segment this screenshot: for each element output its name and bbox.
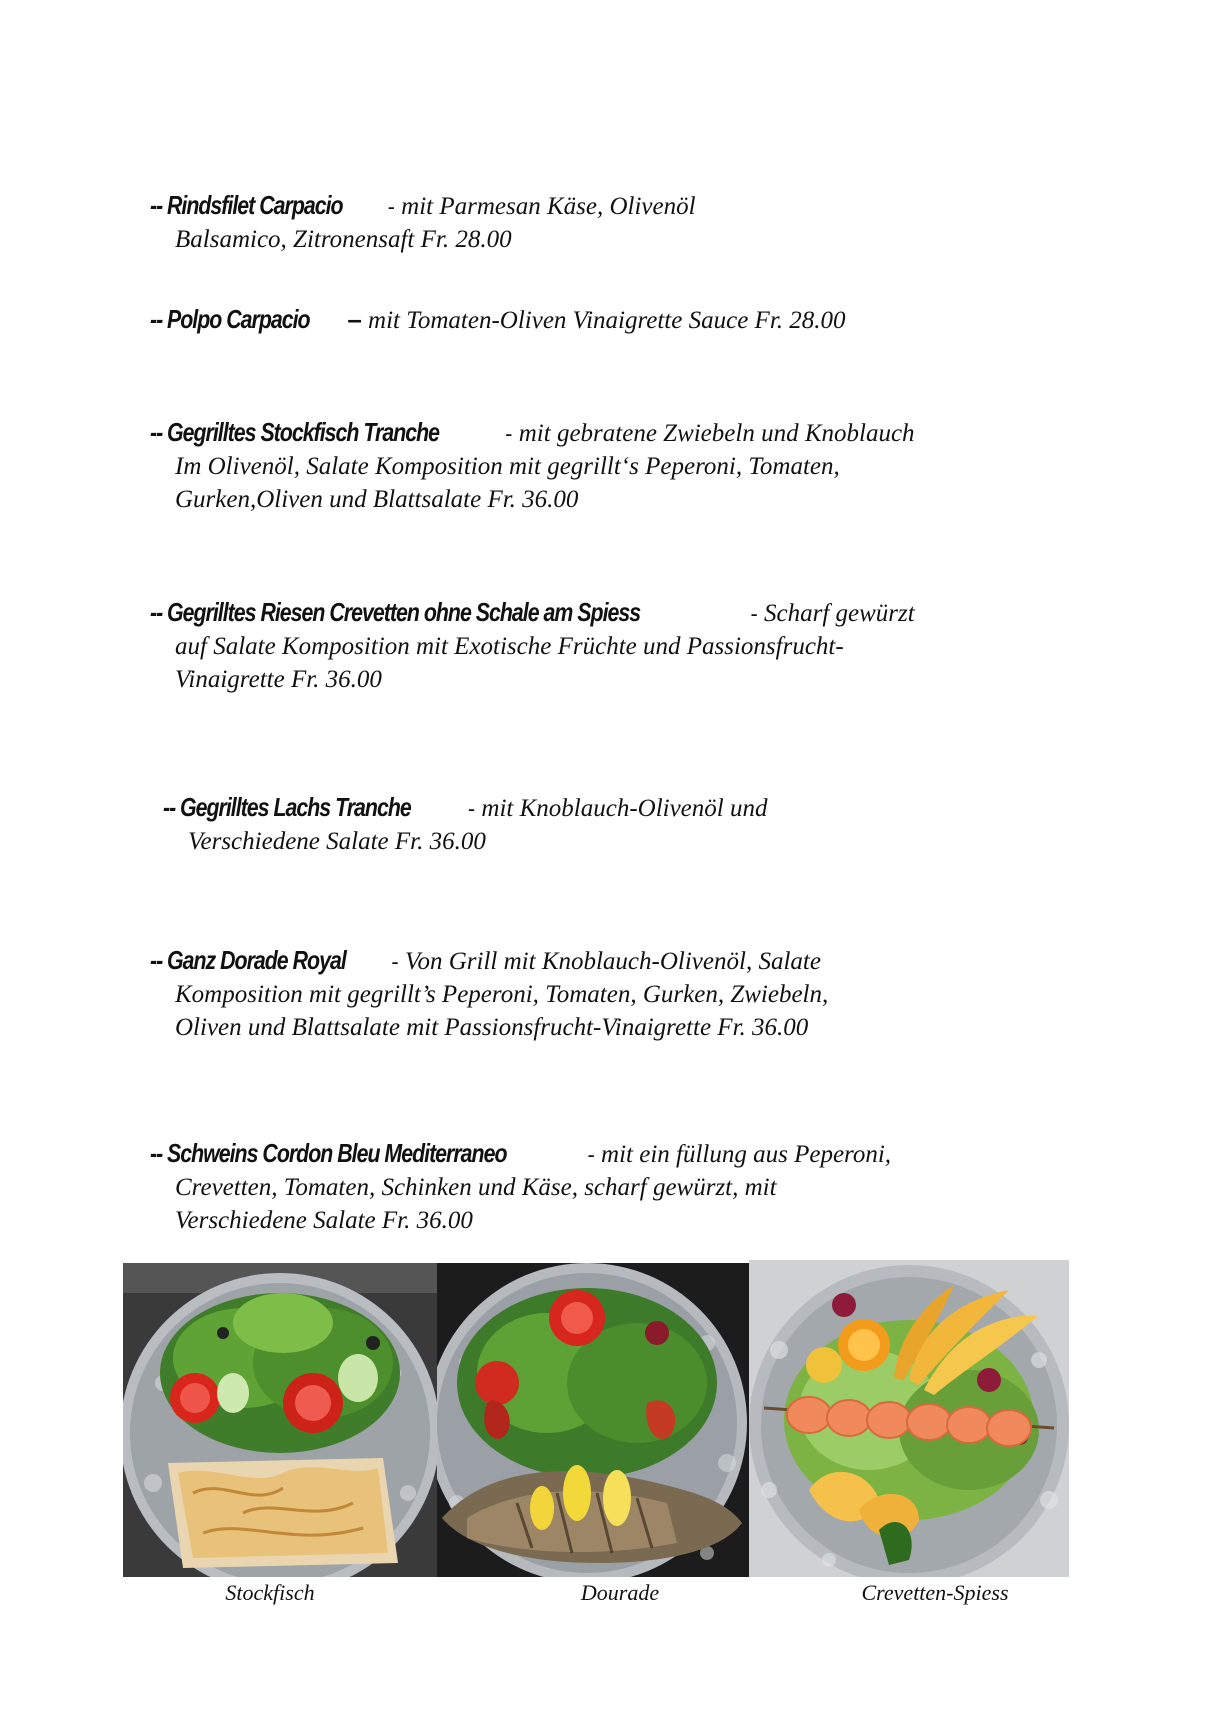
item-dash: -- <box>150 304 163 334</box>
item-separator: - <box>505 421 513 446</box>
item-description-line: Crevetten, Tomaten, Schinken und Käse, scharf gewürzt, mit <box>175 1174 777 1201</box>
menu-item-lachs-tranche <box>163 791 1063 858</box>
menu-item-polpo-carpacio <box>150 303 1050 337</box>
photo-dourade <box>437 1263 749 1577</box>
item-separator: - <box>391 949 399 974</box>
item-name: Polpo Carpacio <box>167 304 310 334</box>
menu-item-stockfisch-tranche <box>150 416 1050 516</box>
photo-stockfisch <box>123 1263 437 1577</box>
item-description-line: Balsamico, Zitronensaft Fr. 28.00 <box>175 226 512 253</box>
item-separator: - <box>587 1142 595 1167</box>
item-separator: – <box>347 304 362 334</box>
item-name: Rindsfilet Carpacio <box>167 190 343 220</box>
menu-item-rindsfilet-carpacio <box>150 189 1050 256</box>
item-description-line: Im Olivenöl, Salate Komposition mit gegrillt‘s Peperoni, Tomaten, <box>175 453 840 480</box>
dourade-plate-image <box>437 1263 749 1577</box>
item-dash: -- <box>150 945 163 975</box>
item-description: mit ein füllung aus Peperoni, <box>601 1141 892 1168</box>
menu-item-dorade-royal <box>150 944 1050 1044</box>
item-dash: -- <box>150 417 163 447</box>
item-description: mit Tomaten-Oliven Vinaigrette Sauce Fr. 28.00 <box>368 307 846 334</box>
item-description: mit Parmesan Käse, Olivenöl <box>401 193 696 220</box>
crevetten-plate-image <box>749 1260 1069 1577</box>
item-separator: - <box>467 796 476 821</box>
item-description: mit Knoblauch-Olivenöl und <box>481 795 768 822</box>
menu-item-cordon-bleu <box>150 1137 1050 1237</box>
caption-stockfisch: Stockfisch <box>225 1580 315 1605</box>
item-description-line: Verschiedene Salate Fr. 36.00 <box>188 828 486 855</box>
item-dash: -- <box>150 597 163 627</box>
caption-dourade: Dourade <box>580 1580 660 1605</box>
item-description-line: Vinaigrette Fr. 36.00 <box>175 666 382 693</box>
item-dash: -- <box>163 792 176 822</box>
item-description: Von Grill mit Knoblauch-Olivenöl, Salate <box>405 948 821 975</box>
photo-crevetten-spiess <box>749 1260 1069 1577</box>
item-name: Gegrilltes Stockfisch Tranche <box>167 417 440 447</box>
item-description-line: Oliven und Blattsalate mit Passionsfrucht-Vinaigrette Fr. 36.00 <box>175 1014 809 1041</box>
item-description-line: Verschiedene Salate Fr. 36.00 <box>175 1207 473 1234</box>
item-description: Scharf gewürzt <box>764 600 915 627</box>
item-description-line: auf Salate Komposition mit Exotische Früchte und Passionsfrucht- <box>175 633 844 660</box>
item-dash: -- <box>150 190 163 220</box>
stockfisch-plate-image <box>123 1263 437 1577</box>
caption-crevetten-spiess: Crevetten-Spiess <box>861 1580 1009 1605</box>
item-separator: - <box>387 194 395 219</box>
item-description-line: Komposition mit gegrillt’s Peperoni, Tomaten, Gurken, Zwiebeln, <box>175 981 829 1008</box>
item-description: mit gebratene Zwiebeln und Knoblauch <box>518 420 915 447</box>
item-name: Schweins Cordon Bleu Mediterraneo <box>167 1138 507 1168</box>
menu-item-riesen-crevetten <box>150 596 1050 696</box>
item-dash: -- <box>150 1138 163 1168</box>
item-name: Ganz Dorade Royal <box>167 945 346 975</box>
item-name: Gegrilltes Riesen Crevetten ohne Schale am Spiess <box>167 597 641 627</box>
item-name: Gegrilltes Lachs Tranche <box>180 792 411 822</box>
item-separator: - <box>750 601 758 626</box>
item-description-line: Gurken,Oliven und Blattsalate Fr. 36.00 <box>175 486 579 513</box>
